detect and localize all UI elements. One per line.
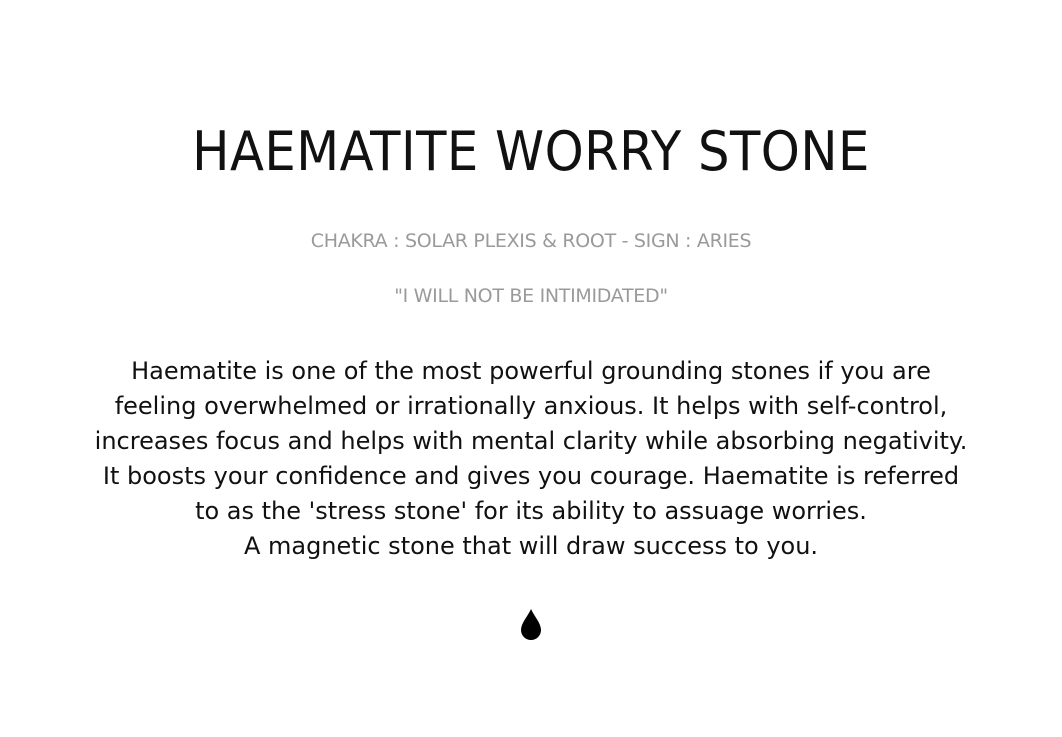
stone-description bbox=[60, 354, 1002, 564]
description-line: to as the 'stress stone' for its ability to assuage worries. bbox=[195, 497, 867, 525]
description-line: It boosts your confidence and gives you courage. Haematite is referred bbox=[102, 462, 960, 490]
description-line: Haematite is one of the most powerful grounding stones if you are bbox=[131, 357, 931, 385]
mantra-quote: "I WILL NOT BE INTIMIDATED" bbox=[394, 285, 668, 307]
description-line: A magnetic stone that will draw success to you. bbox=[243, 532, 819, 560]
card-title: HAEMATITE WORRY STONE bbox=[192, 120, 870, 183]
description-line: feeling overwhelmed or irrationally anxious. It helps with self-control, bbox=[114, 392, 948, 420]
drop-icon bbox=[519, 608, 543, 640]
description-line: increases focus and helps with mental clarity while absorbing negativity. bbox=[94, 427, 968, 455]
chakra-sign-line: CHAKRA : SOLAR PLEXIS & ROOT - SIGN : ARIES bbox=[310, 230, 752, 252]
